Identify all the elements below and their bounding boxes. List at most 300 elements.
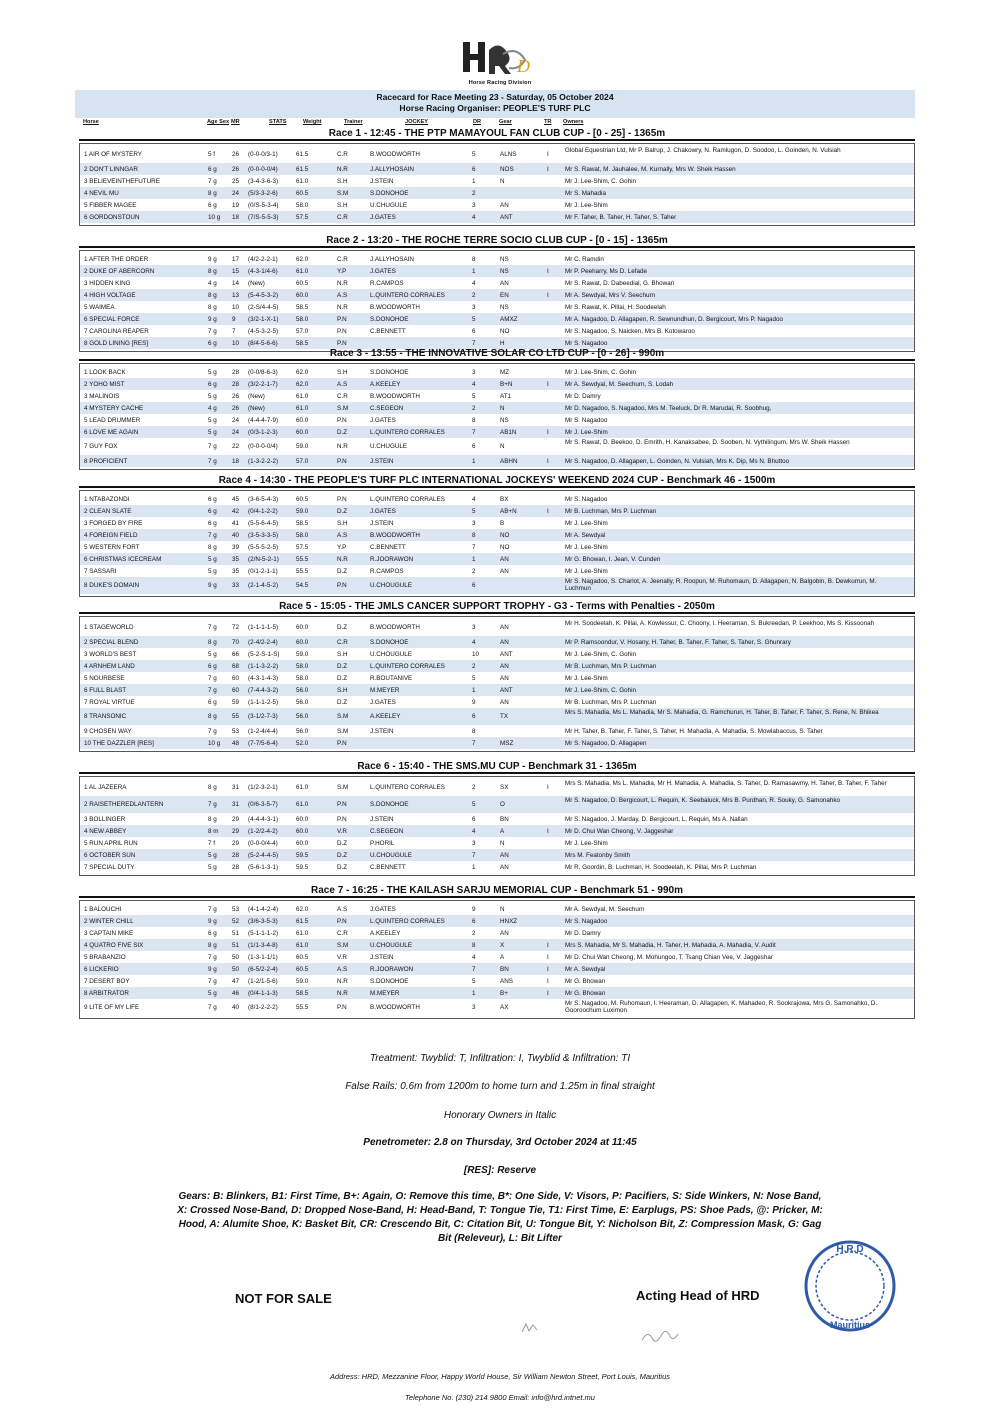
runner-treatment: I (547, 990, 549, 997)
runner-jockey: L.QUINTERO CORRALES (370, 496, 445, 503)
runner-trainer: D.Z (337, 675, 348, 682)
runner-jockey: R.BOUTANIVE (370, 675, 413, 682)
runner-jockey: L.QUINTERO CORRALES (370, 663, 445, 670)
runner-trainer: C.R (337, 930, 348, 937)
runner-horse: 1 AL JAZEERA (84, 784, 127, 791)
runner-gear: EN (500, 292, 509, 299)
table-row (80, 737, 914, 749)
runner-age-sex: 6 g (208, 166, 217, 173)
runner-age-sex: 7 g (208, 954, 217, 961)
runner-gear: NO (500, 544, 510, 551)
runner-age-sex: 6 g (208, 340, 217, 347)
runner-jockey: R.CAMPOS (370, 568, 404, 575)
runner-trainer: S.M (337, 405, 349, 412)
runner-treatment: I (547, 784, 549, 791)
runner-stats: (0-0-0/3-1) (248, 151, 278, 158)
runner-gear: N (500, 178, 505, 185)
runner-age-sex: 8 g (208, 190, 217, 197)
runner-mr: 53 (232, 906, 240, 913)
runner-owners: Mr J. Lee-Shim (565, 202, 608, 209)
runner-weight: 59.0 (296, 651, 309, 658)
runner-draw: 2 (472, 190, 476, 197)
runner-stats: (5-1-1-1-2) (248, 930, 279, 937)
runner-age-sex: 8 g (208, 544, 217, 551)
table-row (80, 301, 914, 313)
col-mr: MR (231, 119, 240, 125)
runner-mr: 24 (232, 417, 240, 424)
runner-age-sex: 8 g (208, 942, 217, 949)
runner-gear: B (500, 520, 505, 527)
runner-stats: (3/2-2-1-7) (248, 381, 278, 388)
runner-trainer: P.N (337, 340, 347, 347)
runner-weight: 60.0 (296, 292, 309, 299)
runner-weight: 61.5 (296, 918, 309, 925)
runner-weight: 60.5 (296, 966, 309, 973)
runner-gear: N (500, 405, 505, 412)
runner-draw: 4 (472, 639, 476, 646)
runner-age-sex: 6 g (208, 381, 217, 388)
runner-jockey: U.CHOUGULE (370, 582, 412, 589)
runner-mr: 13 (232, 292, 240, 299)
runner-draw: 5 (472, 393, 476, 400)
race-heading: Race 3 - 13:55 - THE INNOVATIVE SOLAR CO LTD CUP - [0 - 26] - 990m (329, 348, 665, 359)
table-row (80, 175, 914, 187)
runner-trainer: C.R (337, 256, 348, 263)
runner-weight: 59.5 (296, 864, 309, 871)
runner-mr: 60 (232, 675, 240, 682)
runner-jockey: A.KEELEY (370, 381, 401, 388)
runner-stats: (3/2-1-X-1) (248, 316, 279, 323)
race-runners-table (79, 490, 915, 597)
race-divider (79, 896, 915, 898)
runner-mr: 24 (232, 190, 240, 197)
runner-gear: N (500, 840, 505, 847)
runner-owners: Mr A. Sewdyal (565, 532, 606, 539)
runner-gear: AN (500, 639, 509, 646)
runner-age-sex: 7 g (208, 178, 217, 185)
runner-stats: (8/1-2-2-2) (248, 1004, 278, 1011)
runner-stats: (0/3-1-2-3) (248, 429, 278, 436)
runner-stats: (4-5-3-2-5) (248, 328, 279, 335)
runner-weight: 60.0 (296, 624, 309, 631)
runner-horse: 5 WAIMEA (84, 304, 115, 311)
runner-draw: 4 (472, 496, 476, 503)
runner-owners: Mr S. Nagadoo, D. Allagapen, L. Goinden, N. Vulsiah, Mrs K. Dip, Ms N. Bhuttoo (565, 458, 790, 465)
runner-horse: 9 CHOSEN WAY (84, 728, 132, 735)
table-row (80, 619, 914, 636)
runner-gear: AB1N (500, 429, 517, 436)
runner-mr: 29 (232, 828, 240, 835)
runner-mr: 40 (232, 532, 240, 539)
runner-owners: Mr P. Ramsoondur, V. Hosany, H. Taher, B. Taher, F. Taher, S. Taher, S. Ghunrary (565, 639, 791, 646)
race-heading: Race 5 - 15:05 - THE JMLS CANCER SUPPORT TROPHY - G3 - Terms with Penalties - 2050m (279, 601, 715, 612)
runner-weight: 61.0 (296, 801, 309, 808)
runner-horse: 7 ROYAL VIRTUE (84, 699, 135, 706)
table-row (80, 438, 914, 455)
runner-trainer: C.R (337, 639, 348, 646)
col-stats: STATS (269, 119, 287, 125)
runner-draw: 4 (472, 214, 476, 221)
col-gear: Gear (499, 119, 512, 125)
runner-trainer: P.N (337, 582, 347, 589)
race-divider (79, 359, 915, 361)
runner-gear: MZ (500, 369, 510, 376)
runner-draw: 7 (472, 852, 476, 859)
runner-weight: 60.0 (296, 417, 309, 424)
runner-weight: 60.0 (296, 816, 309, 823)
runner-trainer: P.N (337, 918, 347, 925)
runner-age-sex: 5 g (208, 852, 217, 859)
runner-weight: 59.5 (296, 852, 309, 859)
table-row (80, 199, 914, 211)
runner-mr: 42 (232, 508, 240, 515)
runner-stats: (4-3-1/4-6) (248, 268, 278, 275)
col-horse: Horse (83, 119, 99, 125)
runner-owners: Mr A. Sewdyal, M. Seechurn, S. Lodah (565, 381, 674, 388)
runner-mr: 18 (232, 458, 240, 465)
runner-horse: 2 RAISETHEREDLANTERN (84, 801, 164, 808)
runner-owners: Mr S. Nagadoo, S. Charlot, A. Jeenally, R. Roopun, M. Ruhomaun, D. Allagapen, N. Balgobin, B. Dewkurrun, M. Luchmun (565, 578, 877, 592)
runner-trainer: S.M (337, 942, 349, 949)
table-row (80, 636, 914, 648)
runner-draw: 7 (472, 429, 476, 436)
runner-owners: Mr S. Rawat, M. Jauhalee, M. Kurnally, Mrs W. Sheik Hassen (565, 166, 736, 173)
runner-jockey: C.BENNETT (370, 544, 406, 551)
runner-mr: 45 (232, 496, 240, 503)
runner-weight: 61.5 (296, 151, 309, 158)
runner-trainer: S.H (337, 520, 348, 527)
gears-legend: Gears: B: Blinkers, B1: First Time, B+: Again, O: Remove this time, B*: One Side, V: Visors, P: Pacifiers, S: Side Winkers, N: Nose Band, X: Crossed Nose-Band, D: Dropped Nose-Band, H: Head-Band, T: Tongue Tie, T1: First Time, E: Earplugs, PS: Shoe Pads, @: Pricker, M: Hood, A: Alumite Shoe, K: Basket Bit, CR: Crescendo Bit, C: Citation Bit, U: Tongue Bit, Y: Nicholson Bit, Z: Compression Mask, G: Gag Bit (Releveur), L: Bit Lifter (177, 1191, 823, 1244)
runner-horse: 3 BELIEVEINTHEFUTURE (84, 178, 160, 185)
runner-jockey: C.BENNETT (370, 864, 406, 871)
runner-jockey: J.STEIN (370, 816, 394, 823)
runner-stats: (2-1-4-5-2) (248, 582, 279, 589)
runner-gear: MSZ (500, 740, 514, 747)
runner-horse: 3 HIDDEN KING (84, 280, 131, 287)
runner-gear: AN (500, 675, 509, 682)
runner-age-sex: 7 g (208, 906, 217, 913)
runner-weight: 60.0 (296, 840, 309, 847)
runner-mr: 51 (232, 930, 240, 937)
runner-jockey: J.STEIN (370, 954, 394, 961)
runner-age-sex: 10 g (208, 740, 221, 747)
table-row (80, 825, 914, 837)
runner-draw: 4 (472, 828, 476, 835)
runner-gear: AN (500, 864, 509, 871)
runner-age-sex: 4 g (208, 405, 217, 412)
runner-trainer: P.N (337, 328, 347, 335)
runner-age-sex: 5 g (208, 651, 217, 658)
race-divider (79, 246, 915, 248)
runner-jockey: B.WOODWORTH (370, 532, 420, 539)
runner-jockey: J.GATES (370, 699, 396, 706)
runner-age-sex: 7 g (208, 801, 217, 808)
table-row (80, 414, 914, 426)
runner-weight: 62.0 (296, 369, 309, 376)
runner-weight: 57.5 (296, 544, 309, 551)
table-row (80, 277, 914, 289)
runner-stats: (5-5-6-4-5) (248, 520, 279, 527)
table-row (80, 725, 914, 737)
runner-weight: 52.0 (296, 740, 309, 747)
table-row (80, 493, 914, 505)
runner-jockey: J.ALLYHOSAIN (370, 256, 414, 263)
runner-owners: Mr D. Chui Wan Cheong, V. Jaggeshar (565, 828, 674, 835)
penetrometer-note: Penetrometer: 2.8 on Thursday, 3rd October 2024 at 11:45 (363, 1137, 637, 1148)
runner-horse: 4 NEVIL MU (84, 190, 119, 197)
runner-weight: 58.0 (296, 675, 309, 682)
runner-owners: Mr B. Luchman, Mrs P. Luchman (565, 699, 657, 706)
runner-owners: Mr A. Nagadoo, D. Allagapen, R. Sewnundhun, D. Bergicourt, Mrs P. Nagadoo (565, 316, 783, 323)
runner-age-sex: 8 g (208, 639, 217, 646)
runner-trainer: P.N (337, 496, 347, 503)
runner-trainer: V.R (337, 954, 347, 961)
runner-jockey: U.CHOUGULE (370, 651, 412, 658)
runner-stats: (4-4-4-7-9) (248, 417, 279, 424)
table-row (80, 253, 914, 265)
runner-jockey: L.QUINTERO CORRALES (370, 784, 445, 791)
table-row (80, 708, 914, 725)
table-row (80, 313, 914, 325)
runner-jockey: L.QUINTERO CORRALES (370, 429, 445, 436)
runner-draw: 5 (472, 316, 476, 323)
runner-jockey: R.CAMPOS (370, 280, 404, 287)
runner-trainer: N.R (337, 166, 348, 173)
runner-gear: NS (500, 268, 509, 275)
col-tr: TR (544, 119, 552, 125)
runner-mr: 52 (232, 918, 240, 925)
runner-stats: (5-4-5-3-2) (248, 292, 279, 299)
runner-draw: 6 (472, 443, 476, 450)
runner-age-sex: 5 g (208, 556, 217, 563)
runner-gear: O (500, 801, 505, 808)
runner-trainer: Y.P (337, 268, 347, 275)
runner-jockey: J.GATES (370, 214, 396, 221)
runner-jockey: J.GATES (370, 417, 396, 424)
runner-stats: (1-3-2-2-2) (248, 458, 279, 465)
race-heading: Race 6 - 15:40 - THE SMS.MU CUP - Benchmark 31 - 1365m (357, 761, 637, 772)
runner-mr: 25 (232, 178, 240, 185)
runner-jockey: U.CHOUGULE (370, 942, 412, 949)
runner-trainer: A.S (337, 906, 348, 913)
table-row (80, 517, 914, 529)
runner-age-sex: 4 g (208, 280, 217, 287)
runner-draw: 1 (472, 687, 476, 694)
runner-jockey: J.GATES (370, 906, 396, 913)
runner-gear: ANS (500, 978, 513, 985)
runner-weight: 60.0 (296, 639, 309, 646)
runner-owners: Mr A. Sewdyal, Mrs V. Seechurn (565, 292, 656, 299)
runner-jockey: B.WOODWORTH (370, 624, 420, 631)
signature-scribble-icon (640, 1328, 680, 1344)
runner-age-sex: 7 g (208, 687, 217, 694)
runner-age-sex: 8 g (208, 816, 217, 823)
runner-age-sex: 9 g (208, 582, 217, 589)
runner-gear: NOS (500, 166, 514, 173)
runner-age-sex: 8 g (208, 304, 217, 311)
table-row (80, 541, 914, 553)
runner-jockey: S.DONOHOE (370, 369, 409, 376)
table-row (80, 211, 914, 223)
runner-trainer: V.R (337, 828, 347, 835)
runner-age-sex: 8 g (208, 268, 217, 275)
runner-gear: AN (500, 202, 509, 209)
runner-gear: B+ (500, 990, 508, 997)
runner-age-sex: 7 g (208, 624, 217, 631)
runner-horse: 8 TRANSONIC (84, 713, 127, 720)
runner-draw: 6 (472, 816, 476, 823)
runner-horse: 4 HIGH VOLTAGE (84, 292, 136, 299)
table-row (80, 366, 914, 378)
runner-treatment: I (547, 381, 549, 388)
runner-stats: (4-3-1-4-3) (248, 675, 279, 682)
table-row (80, 963, 914, 975)
runner-weight: 60.0 (296, 828, 309, 835)
runner-trainer: A.S (337, 292, 348, 299)
runner-stats: (8/4-5-6-6) (248, 340, 278, 347)
table-row (80, 553, 914, 565)
stamp-bottom-text: Mauritius (829, 1320, 871, 1330)
runner-owners: Mr G. Bhowan, I. Jean, V. Cunden (565, 556, 661, 563)
runner-trainer: S.H (337, 687, 348, 694)
runner-age-sex: 6 g (208, 930, 217, 937)
runner-draw: 6 (472, 166, 476, 173)
runner-weight: 61.0 (296, 268, 309, 275)
runner-mr: 26 (232, 405, 240, 412)
table-row (80, 378, 914, 390)
runner-stats: (New) (248, 393, 265, 400)
runner-trainer: Y.P (337, 544, 347, 551)
runner-age-sex: 6 g (208, 520, 217, 527)
runner-stats: (1-1-1-1-5) (248, 624, 279, 631)
runner-draw: 2 (472, 292, 476, 299)
table-row (80, 999, 914, 1016)
runner-jockey: P.HORIL (370, 840, 395, 847)
hrd-stamp-icon (800, 1236, 900, 1336)
column-header-row (79, 118, 915, 128)
runner-gear: NO (500, 532, 510, 539)
runner-mr: 53 (232, 728, 240, 735)
runner-horse: 9 LITE OF MY LIFE (84, 1004, 140, 1011)
runner-gear: ALNS (500, 151, 517, 158)
table-row (80, 660, 914, 672)
runner-age-sex: 7 g (208, 532, 217, 539)
runner-weight: 55.5 (296, 556, 309, 563)
runner-weight: 60.5 (296, 190, 309, 197)
runner-jockey: R.JOORAWON (370, 556, 414, 563)
runner-draw: 8 (472, 532, 476, 539)
runner-age-sex: 5 g (208, 369, 217, 376)
runner-weight: 62.0 (296, 256, 309, 263)
runner-age-sex: 6 g (208, 202, 217, 209)
runner-horse: 2 WINTER CHILL (84, 918, 134, 925)
runner-stats: (1-2-4/4-4) (248, 728, 278, 735)
runner-mr: 10 (232, 304, 240, 311)
runner-horse: 5 WESTERN FORT (84, 544, 140, 551)
runner-owners: Mr S. Nagadoo (565, 496, 608, 503)
runner-weight: 58.5 (296, 520, 309, 527)
runner-owners: Mr J. Lee-Shim, C. Gohin (565, 369, 637, 376)
runner-horse: 5 LEAD DRUMMER (84, 417, 141, 424)
runner-horse: 7 SPECIAL DUTY (84, 864, 135, 871)
runner-age-sex: 5 g (208, 429, 217, 436)
runner-owners: Mr D. Damry (565, 930, 601, 937)
runner-owners: Mr R. Goordin, B. Luchman, H. Soodeelah, K. Pillai, Mrs P. Luchman (565, 864, 757, 871)
runner-owners: Mr D. Chui Wan Cheong, M. Mohungoo, T. Tsang Chian Vee, V. Jaggeshar (565, 954, 773, 961)
runner-stats: (5/3-3-2-6) (248, 190, 278, 197)
runner-weight: 58.5 (296, 304, 309, 311)
runner-stats: (5-2-S-1-S) (248, 651, 280, 658)
runner-weight: 60.0 (296, 429, 309, 436)
runner-mr: 24 (232, 429, 240, 436)
runner-draw: 4 (472, 280, 476, 287)
honorary-owners-note: Honorary Owners in Italic (443, 1110, 557, 1121)
runner-stats: (3-1/2-7-3) (248, 713, 278, 720)
runner-mr: 28 (232, 381, 240, 388)
runner-draw: 6 (472, 713, 476, 720)
runner-age-sex: 5 g (208, 864, 217, 871)
runner-jockey: J.GATES (370, 268, 396, 275)
runner-stats: (1/2-3-2-1) (248, 784, 278, 791)
runner-owners: Mr B. Luchman, Mrs P. Luchman (565, 663, 657, 670)
race-runners-table (79, 250, 915, 352)
runner-trainer: S.H (337, 178, 348, 185)
race-runners-table (79, 363, 915, 470)
runner-gear: HNXZ (500, 918, 518, 925)
runner-mr: 33 (232, 582, 240, 589)
runner-horse: 6 LICKERIO (84, 966, 119, 973)
runner-stats: (1-3-1-1/1) (248, 954, 278, 961)
runner-weight: 60.5 (296, 280, 309, 287)
runner-gear: NS (500, 304, 509, 311)
runner-weight: 57.0 (296, 458, 309, 465)
runner-trainer: N.R (337, 280, 348, 287)
runner-age-sex: 7 g (208, 728, 217, 735)
runner-stats: (6-5/2-2-4) (248, 966, 278, 973)
runner-jockey: U.CHUGULE (370, 202, 408, 209)
runner-mr: 17 (232, 256, 240, 263)
runner-weight: 61.5 (296, 166, 309, 173)
runner-owners: Mr J. Lee-Shim (565, 840, 608, 847)
runner-trainer: D.Z (337, 663, 348, 670)
runner-stats: (0/S-5-3-4) (248, 202, 279, 209)
runner-age-sex: 9 g (208, 256, 217, 263)
runner-trainer: N.R (337, 304, 348, 311)
runner-jockey: S.DONOHOE (370, 639, 409, 646)
runner-weight: 59.0 (296, 508, 309, 515)
race-divider (79, 486, 915, 488)
table-row (80, 163, 914, 175)
runner-owners: Mr S. Nagadoo, D. Bergicourt, L. Requin, K. Seebaluck, Mrs B. Purdhan, R. Souky, G. Samonahko (565, 797, 840, 804)
runner-stats: (5-2-4-4-5) (248, 852, 279, 859)
runner-age-sex: 8 g (208, 292, 217, 299)
runner-draw: 1 (472, 556, 476, 563)
runner-horse: 2 DON'T LINNGAR (84, 166, 138, 173)
runner-owners: Mr J. Lee-Shim, C. Gohin (565, 651, 637, 658)
runner-jockey: L.QUINTERO CORRALES (370, 918, 445, 925)
runner-draw: 7 (472, 966, 476, 973)
runner-draw: 5 (472, 675, 476, 682)
runner-trainer: N.R (337, 556, 348, 563)
runner-age-sex: 7 g (208, 1004, 217, 1011)
runner-mr: 39 (232, 544, 240, 551)
runner-stats: (0/6-3-5-7) (248, 801, 278, 808)
runner-trainer: D.Z (337, 699, 348, 706)
runner-treatment: I (547, 166, 549, 173)
runner-treatment: I (547, 966, 549, 973)
reserve-note: [RES]: Reserve (463, 1165, 537, 1176)
table-row (80, 696, 914, 708)
